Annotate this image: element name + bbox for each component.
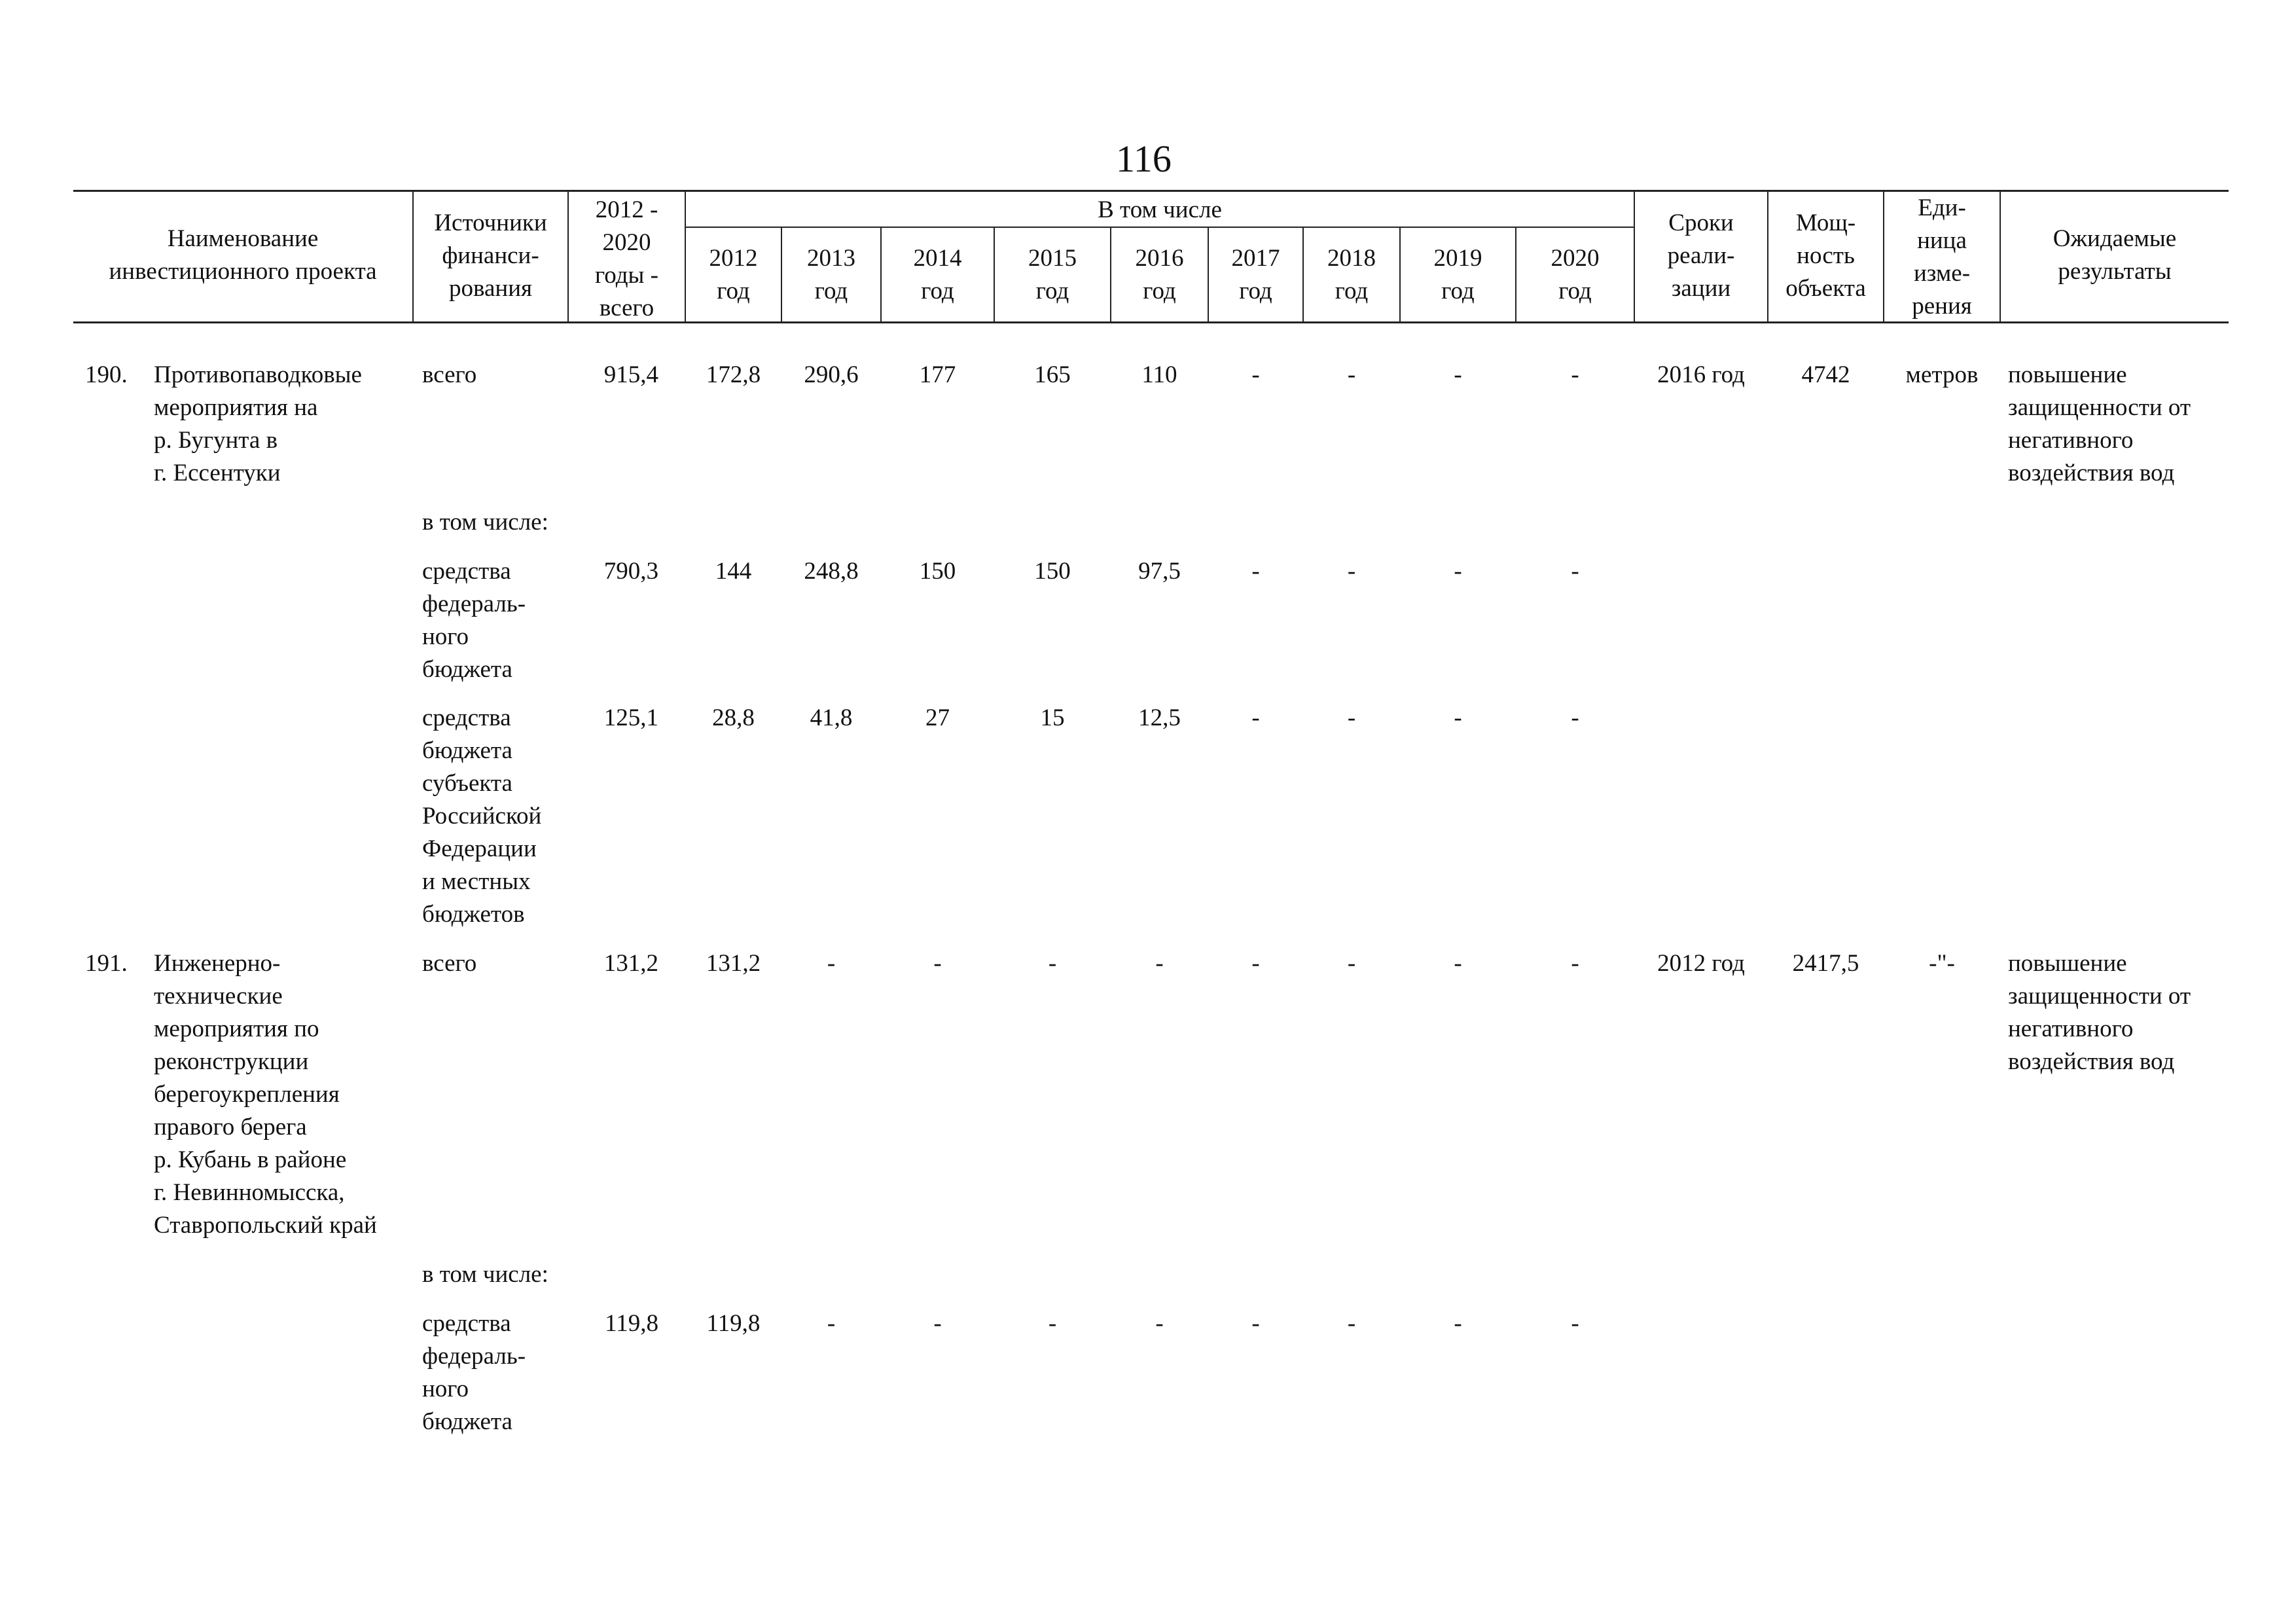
project-190-unit: метров [1905, 361, 1979, 388]
project-190-2015: 165 [1034, 361, 1071, 388]
project-191-sub1-2015: - [1048, 1310, 1057, 1337]
project-191-sub1-2013: - [827, 1310, 836, 1337]
project-191-2013: - [827, 950, 836, 977]
project-191-sub1-2017: - [1251, 1310, 1260, 1337]
project-190-sub1-label: средства федераль- ного бюджета [422, 558, 526, 683]
project-190-2013: 290,6 [804, 361, 859, 388]
header-year-2019: 2019 год [1433, 245, 1482, 304]
header-unit: Еди- ница изме- рения [1912, 194, 1972, 319]
project-190-sub1-2016: 97,5 [1138, 558, 1181, 585]
header-year-2017: 2017 год [1231, 245, 1280, 304]
project-190-sub2-2019: - [1454, 704, 1462, 731]
project-190-total: 915,4 [603, 361, 658, 388]
project-191-unit: -"- [1929, 950, 1955, 977]
project-190-term: 2016 год [1657, 361, 1745, 388]
project-190-name: Противопаводковые мероприятия на р. Бугунта в г. Ессентуки [154, 361, 362, 486]
header-year-2013: 2013 год [807, 245, 855, 304]
project-191-2020: - [1571, 950, 1579, 977]
project-190-sub2-2012: 28,8 [712, 704, 755, 731]
project-190-2018: - [1347, 361, 1356, 388]
subheader-rule [685, 227, 1634, 228]
project-190-sub1-2020: - [1571, 558, 1579, 585]
project-191-term: 2012 год [1657, 950, 1745, 977]
project-190-results: повышение защищенности от негативного воздействия вод [2008, 361, 2191, 486]
header-year-2018: 2018 год [1327, 245, 1376, 304]
project-191-2019: - [1454, 950, 1462, 977]
project-191-number: 191. [85, 950, 128, 977]
project-191-sub1-2020: - [1571, 1310, 1579, 1337]
project-190-number: 190. [85, 361, 128, 388]
project-190-total-label: всего [422, 361, 477, 388]
project-190-sub2-2015: 15 [1040, 704, 1065, 731]
project-191-2017: - [1251, 950, 1260, 977]
project-190-capacity: 4742 [1801, 361, 1850, 388]
header-including: В том числе [1098, 196, 1222, 223]
project-190-sub1-2019: - [1454, 558, 1462, 585]
project-190-sub1-2013: 248,8 [804, 558, 859, 585]
project-190-2014: 177 [919, 361, 956, 388]
project-190-incl-label: в том числе: [422, 509, 548, 536]
project-190-sub2-total: 125,1 [603, 704, 658, 731]
project-190-sub1-2014: 150 [919, 558, 956, 585]
project-190-sub1-2018: - [1347, 558, 1356, 585]
project-191-total: 131,2 [603, 950, 658, 977]
project-190-sub2-2017: - [1251, 704, 1260, 731]
project-191-sub1-2014: - [933, 1310, 942, 1337]
project-191-sub1-2012: 119,8 [706, 1310, 761, 1337]
project-190-2012: 172,8 [706, 361, 761, 388]
project-191-2012: 131,2 [706, 950, 761, 977]
header-year-2020: 2020 год [1551, 245, 1600, 304]
project-191-sub1-total: 119,8 [605, 1310, 658, 1337]
header-capacity: Мощ- ность объекта [1785, 210, 1866, 302]
project-190-sub2-2018: - [1347, 704, 1356, 731]
header-year-2016: 2016 год [1135, 245, 1184, 304]
project-191-2016: - [1155, 950, 1164, 977]
project-190-sub1-total: 790,3 [603, 558, 658, 585]
project-191-2015: - [1048, 950, 1057, 977]
project-191-sub1-2016: - [1155, 1310, 1164, 1337]
header-year-2012: 2012 год [709, 245, 758, 304]
header-results: Ожидаемые результаты [2053, 225, 2177, 285]
header-year-2015: 2015 год [1028, 245, 1077, 304]
header-year-2014: 2014 год [913, 245, 962, 304]
project-191-sub1-2019: - [1454, 1310, 1462, 1337]
project-191-total-label: всего [422, 950, 477, 977]
project-190-2020: - [1571, 361, 1579, 388]
project-190-2019: - [1454, 361, 1462, 388]
project-191-results: повышение защищенности от негативного воздействия вод [2008, 950, 2191, 1075]
project-191-sub1-label: средства федераль- ного бюджета [422, 1310, 526, 1435]
project-190-sub1-2017: - [1251, 558, 1260, 585]
project-191-capacity: 2417,5 [1792, 950, 1859, 977]
project-190-sub1-2012: 144 [715, 558, 752, 585]
project-191-incl-label: в том числе: [422, 1261, 548, 1288]
project-191-sub1-2018: - [1347, 1310, 1356, 1337]
project-190-sub2-2014: 27 [925, 704, 950, 731]
project-191-2014: - [933, 950, 942, 977]
project-190-2016: 110 [1141, 361, 1177, 388]
project-190-sub2-2013: 41,8 [810, 704, 853, 731]
page-number: 116 [1116, 137, 1172, 180]
project-190-2017: - [1251, 361, 1260, 388]
project-191-name: Инженерно- технические мероприятия по реконструкции берегоукрепления правого берега р. Кубань в районе г. Невинномысска, Ставропольский край [154, 950, 377, 1239]
header-name: Наименование инвестиционного проекта [109, 225, 377, 285]
project-190-sub2-2016: 12,5 [1138, 704, 1181, 731]
project-190-sub1-2015: 150 [1034, 558, 1071, 585]
project-190-sub2-label: средства бюджета субъекта Российской Федерации и местных бюджетов [422, 704, 542, 928]
header-term: Сроки реали- зации [1667, 210, 1735, 302]
project-191-2018: - [1347, 950, 1356, 977]
project-190-sub2-2020: - [1571, 704, 1579, 731]
header-total: 2012 - 2020 годы - всего [595, 196, 658, 321]
header-sources: Источники финанси- рования [434, 210, 547, 302]
